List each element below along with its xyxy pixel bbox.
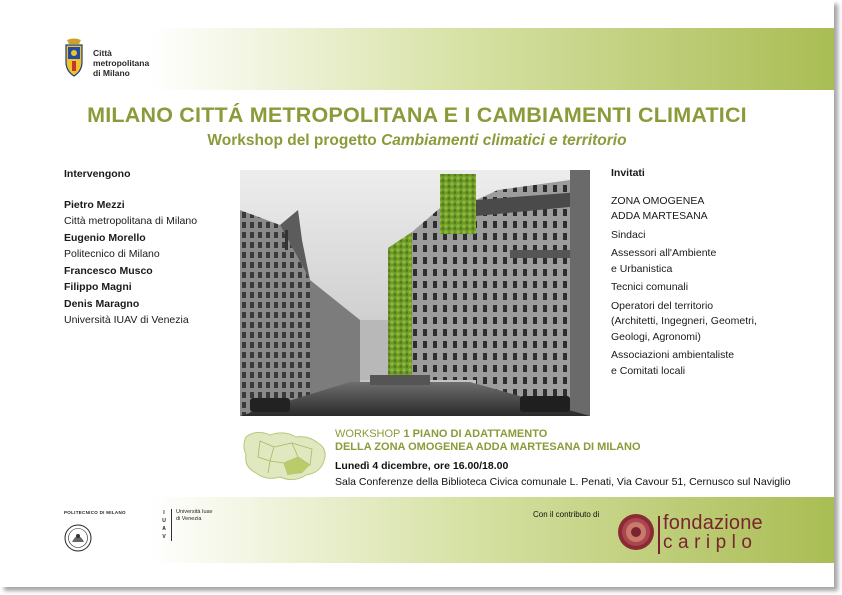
invited-line: Assessori all'Ambiente bbox=[611, 247, 717, 259]
invited-group bbox=[611, 194, 811, 225]
invited-line: e Urbanistica bbox=[611, 262, 673, 275]
invited-group bbox=[611, 348, 811, 379]
invited-line: Associazioni ambientaliste bbox=[611, 349, 735, 361]
cariplo-word: cariplo bbox=[663, 532, 758, 553]
iuav-logo bbox=[160, 509, 230, 555]
workshop-line1: 1 PIANO DI ADATTAMENTO bbox=[400, 428, 548, 440]
workshop-line2: DELLA ZONA OMOGENEA ADDA MARTESANA DI MILANO bbox=[335, 441, 641, 453]
speakers-column bbox=[64, 166, 234, 329]
invited-line: e Comitati locali bbox=[611, 364, 686, 377]
speaker-affiliation: Città metropolitana di Milano bbox=[64, 215, 198, 227]
logo-line-1: Città bbox=[93, 48, 112, 58]
fondazione-cariplo-logo bbox=[663, 513, 763, 553]
iuav-name bbox=[176, 509, 212, 522]
speaker-affiliation: Politecnico di Milano bbox=[64, 248, 160, 260]
speaker-name: Filippo Magni bbox=[64, 281, 132, 293]
page-title: MILANO CITTÁ METROPOLITANA E I CAMBIAMENTI CLIMATICI bbox=[87, 103, 747, 127]
workshop-label: WORKSHOP bbox=[335, 428, 401, 440]
iuav-letters bbox=[160, 509, 172, 541]
speaker-name: Francesco Musco bbox=[64, 264, 153, 277]
citta-metropolitana-logo bbox=[64, 38, 174, 82]
speaker-name: Eugenio Morello bbox=[64, 231, 146, 244]
logo-line-3: di Milano bbox=[93, 68, 130, 78]
invited-line: Tecnici comunali bbox=[611, 281, 689, 293]
invited-group bbox=[611, 228, 811, 244]
iuav-letter: V bbox=[162, 534, 166, 540]
invited-group bbox=[611, 246, 811, 277]
event-date: Lunedì 4 dicembre, ore 16.00/18.00 bbox=[335, 460, 509, 472]
invited-column bbox=[611, 166, 811, 382]
invited-group bbox=[611, 299, 811, 346]
polimi-seal-icon bbox=[64, 524, 92, 552]
iuav-letter: I bbox=[163, 510, 165, 516]
invited-line: Sindaci bbox=[611, 228, 646, 241]
area-map-icon bbox=[240, 427, 330, 485]
speaker-affiliation: Università IUAV di Venezia bbox=[64, 314, 189, 326]
subtitle-prefix: Workshop del progetto bbox=[207, 132, 382, 149]
cariplo-seal-icon bbox=[617, 513, 655, 551]
page-subtitle bbox=[0, 132, 834, 150]
fondazione-word: fondazione bbox=[663, 512, 763, 534]
invited-group bbox=[611, 280, 811, 296]
invited-line: ZONA OMOGENEA bbox=[611, 194, 705, 207]
invited-heading: Invitati bbox=[611, 167, 645, 179]
crest-icon bbox=[64, 38, 84, 78]
workshop-heading bbox=[335, 428, 641, 454]
iuav-name-line: Università Iuav bbox=[176, 509, 213, 515]
logo-line-2: metropolitana bbox=[93, 58, 150, 68]
invited-line: Operatori del territorio bbox=[611, 299, 714, 312]
polimi-logo bbox=[64, 510, 128, 515]
subtitle-project: Cambiamenti climatici e territorio bbox=[381, 132, 627, 149]
invited-line: ADDA MARTESANA bbox=[611, 210, 708, 222]
iuav-letter: U bbox=[162, 518, 166, 524]
city-street-photo bbox=[240, 170, 590, 416]
speaker-name: Denis Maragno bbox=[64, 297, 140, 310]
contribution-label: Con il contributo di bbox=[533, 510, 600, 519]
logo-divider bbox=[658, 516, 660, 554]
invited-line: Geologi, Agronomi) bbox=[611, 330, 701, 343]
polimi-name: POLITECNICO DI MILANO bbox=[64, 510, 126, 515]
iuav-letter: A bbox=[162, 526, 166, 532]
invited-line: (Architetti, Ingegneri, Geometri, bbox=[611, 315, 757, 327]
speakers-heading: Intervengono bbox=[64, 168, 131, 180]
event-venue: Sala Conferenze della Biblioteca Civica comunale L. Penati, Via Cavour 51, Cernusco sul Naviglio bbox=[335, 476, 791, 488]
iuav-name-line: di Venezia bbox=[176, 515, 202, 522]
speaker-name: Pietro Mezzi bbox=[64, 198, 125, 211]
